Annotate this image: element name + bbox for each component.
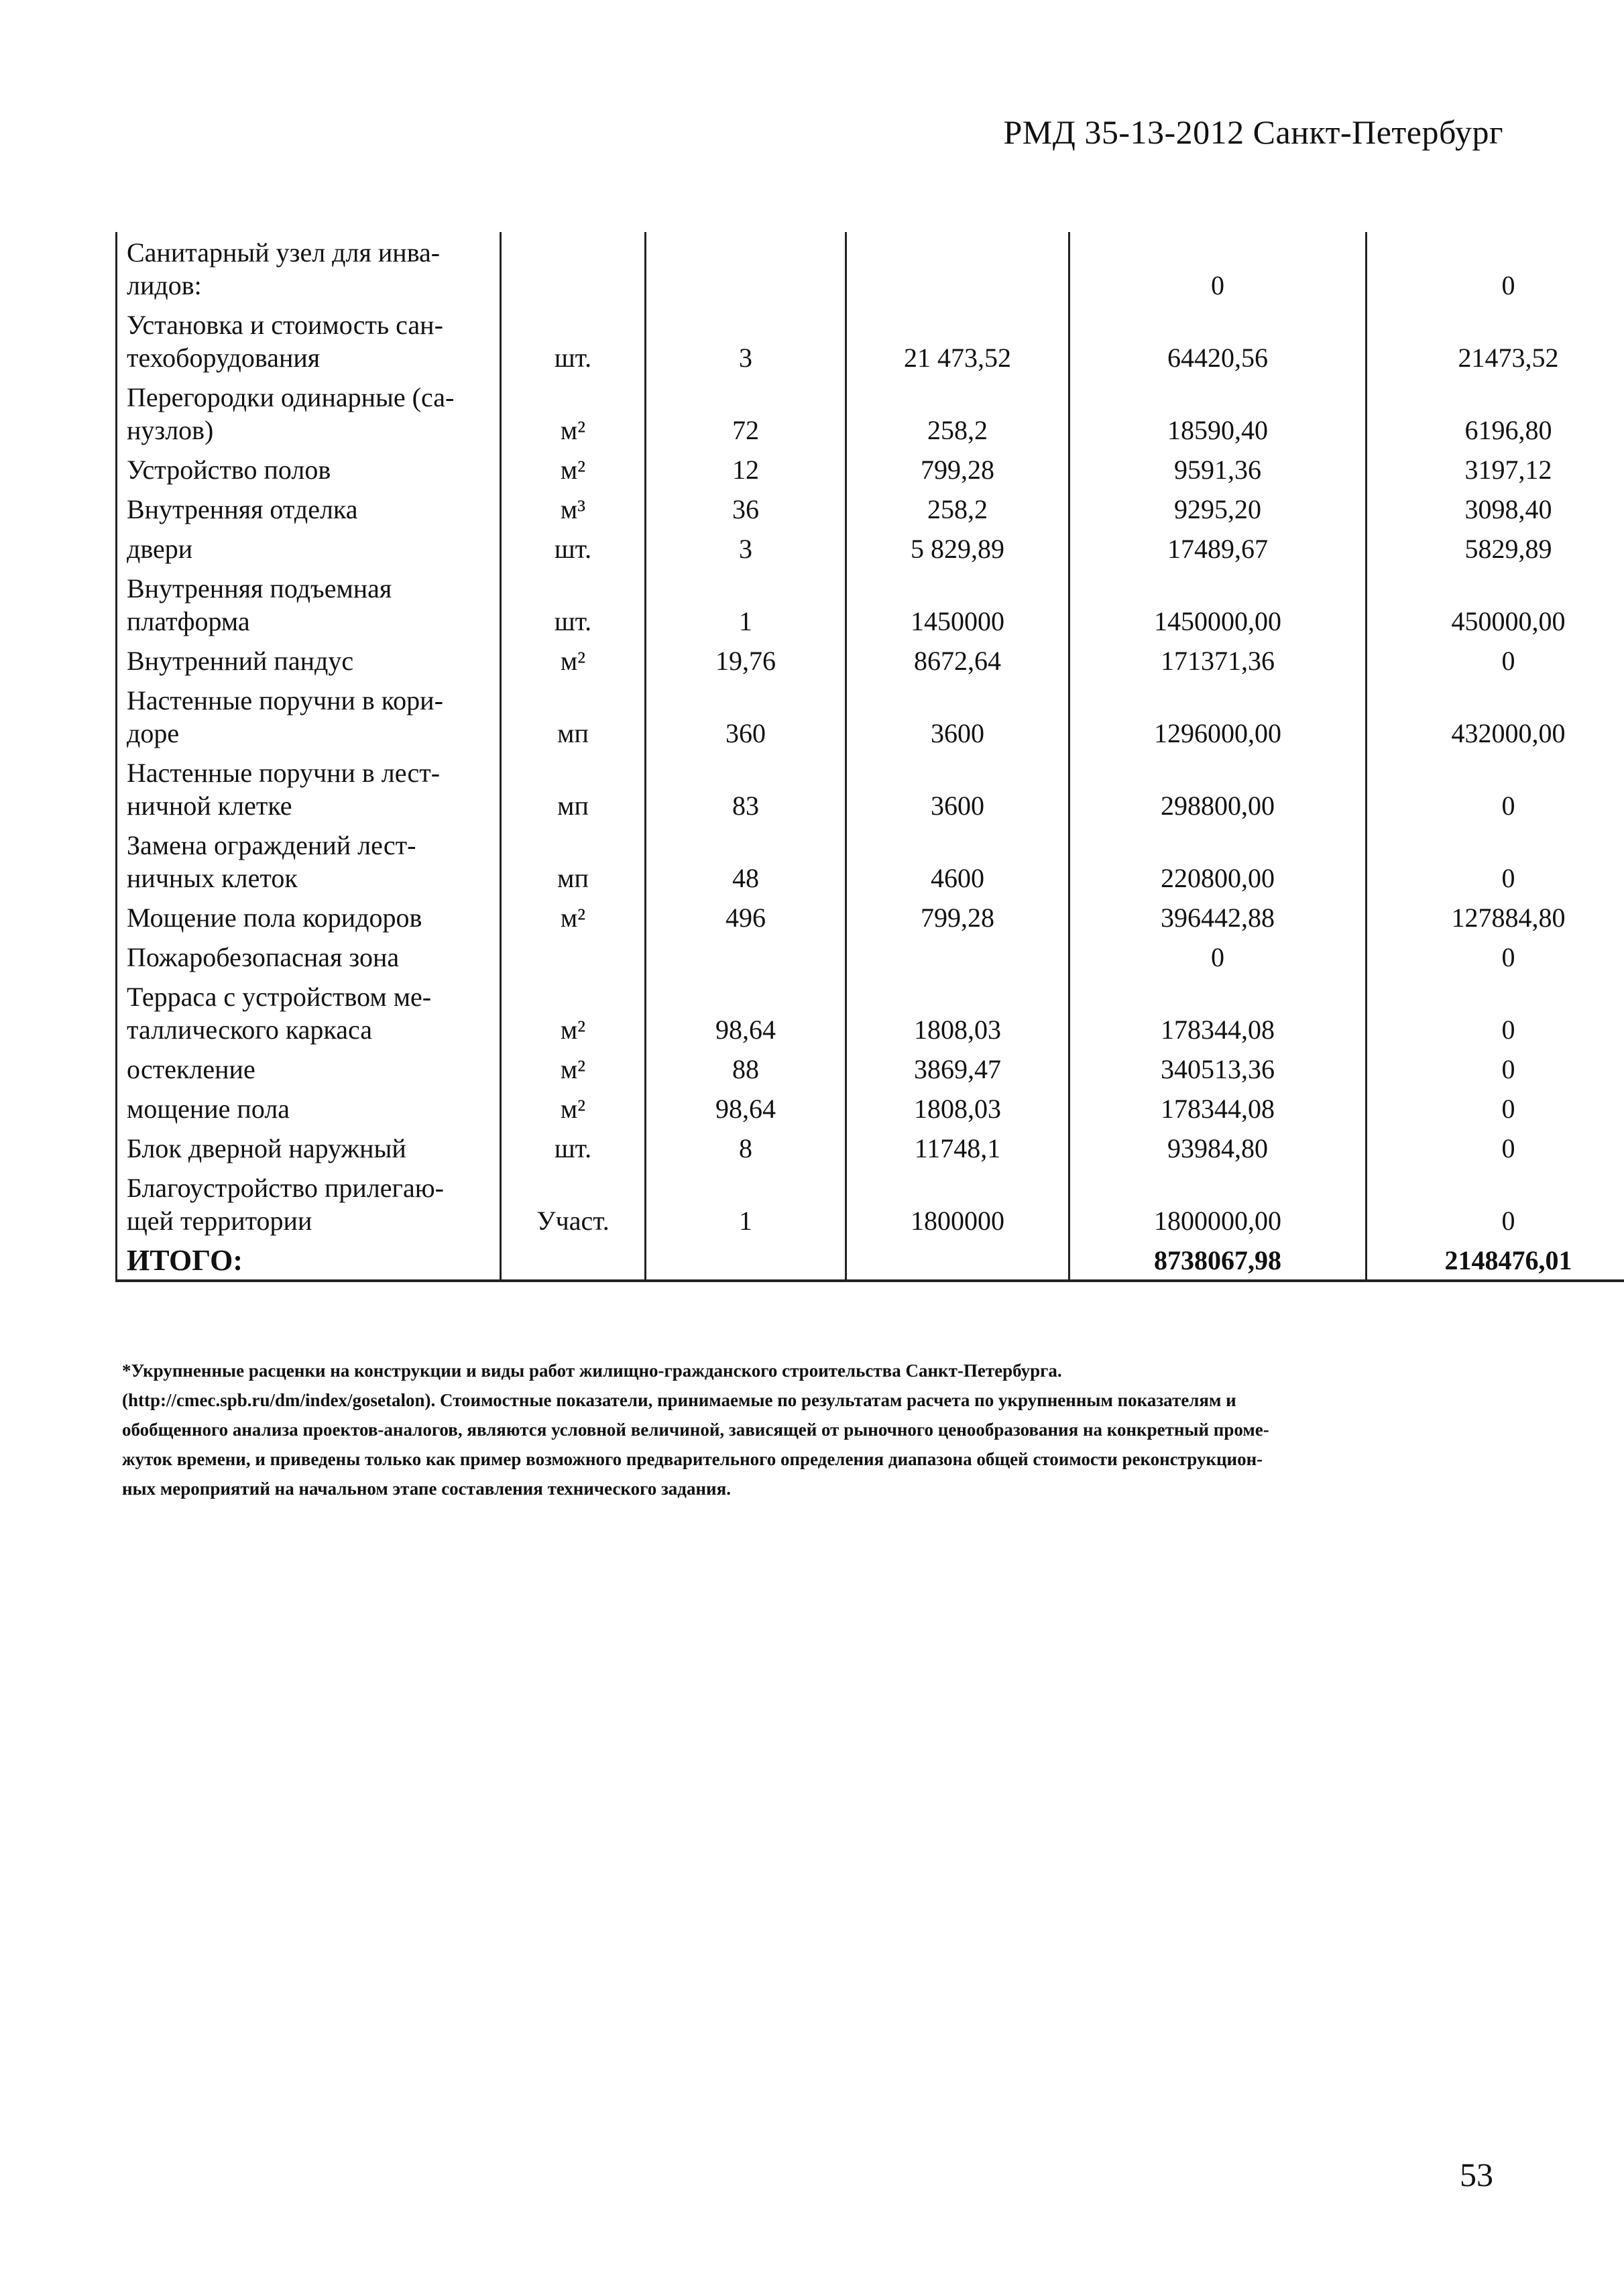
item-name: Внутренняя подъемная платформа	[117, 568, 501, 640]
cost-table	[115, 232, 1624, 1282]
item-unit-price	[846, 937, 1069, 976]
table-row	[117, 568, 1624, 640]
item-name: остекление	[117, 1049, 501, 1088]
item-quantity: 98,64	[646, 1088, 846, 1128]
item-name: Установка и стоимость сан-техоборудования	[117, 304, 501, 377]
item-quantity: 8	[646, 1128, 846, 1167]
item-total-cost: 178344,08	[1069, 976, 1367, 1049]
item-total-cost: 178344,08	[1069, 1088, 1367, 1128]
table-row	[117, 937, 1624, 976]
item-unit-price: 1808,03	[846, 1088, 1069, 1128]
total-preliminary-cost: 2148476,01	[1367, 1240, 1624, 1281]
item-preliminary-cost: 0	[1367, 1167, 1624, 1240]
item-total-cost: 9295,20	[1069, 489, 1367, 528]
table-row	[117, 752, 1624, 825]
document-header: РМД 35-13-2012 Санкт-Петербург	[1003, 113, 1503, 151]
item-total-cost: 93984,80	[1069, 1128, 1367, 1167]
item-name: Благоустройство прилегаю-щей территории	[117, 1167, 501, 1240]
item-unit: шт.	[501, 528, 646, 568]
item-name: Устройство полов	[117, 449, 501, 489]
table-row	[117, 304, 1624, 377]
item-name: Блок дверной наружный	[117, 1128, 501, 1167]
empty-cell	[646, 1240, 846, 1281]
table-row	[117, 528, 1624, 568]
item-unit: мп	[501, 680, 646, 752]
item-quantity: 496	[646, 897, 846, 937]
item-total-cost: 171371,36	[1069, 640, 1367, 680]
table-row	[117, 1049, 1624, 1088]
item-name: Санитарный узел для инва-лидов:	[117, 232, 501, 304]
item-unit-price: 3600	[846, 680, 1069, 752]
table-row	[117, 489, 1624, 528]
item-unit: м³	[501, 489, 646, 528]
item-unit	[501, 232, 646, 304]
item-unit-price: 11748,1	[846, 1128, 1069, 1167]
footnote	[122, 1356, 1497, 1503]
item-unit: шт.	[501, 568, 646, 640]
item-total-cost: 0	[1069, 232, 1367, 304]
total-row	[117, 1240, 1624, 1281]
item-unit: м²	[501, 1088, 646, 1128]
item-unit-price: 1808,03	[846, 976, 1069, 1049]
item-total-cost: 64420,56	[1069, 304, 1367, 377]
item-quantity: 360	[646, 680, 846, 752]
item-preliminary-cost: 127884,80	[1367, 897, 1624, 937]
item-preliminary-cost: 3098,40	[1367, 489, 1624, 528]
table-row	[117, 377, 1624, 449]
page-number: 53	[1460, 2156, 1493, 2193]
item-unit-price: 799,28	[846, 897, 1069, 937]
item-unit: мп	[501, 752, 646, 825]
footnote-line: ных мероприятий на начальном этапе составления технического задания.	[122, 1479, 731, 1499]
item-name: Терраса с устройством ме-таллического каркаса	[117, 976, 501, 1049]
item-preliminary-cost: 0	[1367, 825, 1624, 897]
item-unit: м²	[501, 897, 646, 937]
item-name: мощение пола	[117, 1088, 501, 1128]
item-unit-price: 799,28	[846, 449, 1069, 489]
item-preliminary-cost: 0	[1367, 1088, 1624, 1128]
item-unit: мп	[501, 825, 646, 897]
item-total-cost: 298800,00	[1069, 752, 1367, 825]
item-quantity: 88	[646, 1049, 846, 1088]
footnote-line: обобщенного анализа проектов-аналогов, являются условной величиной, зависящей от рыночного ценообразования на конкретный проме-	[122, 1420, 1269, 1440]
item-name: Замена ограждений лест-ничных клеток	[117, 825, 501, 897]
item-preliminary-cost: 0	[1367, 1128, 1624, 1167]
table-row	[117, 976, 1624, 1049]
item-total-cost: 220800,00	[1069, 825, 1367, 897]
item-name: Перегородки одинарные (са-нузлов)	[117, 377, 501, 449]
item-unit-price: 3869,47	[846, 1049, 1069, 1088]
table-row	[117, 1167, 1624, 1240]
item-unit: Участ.	[501, 1167, 646, 1240]
item-total-cost: 0	[1069, 937, 1367, 976]
item-quantity: 1	[646, 568, 846, 640]
item-name: Внутренний пандус	[117, 640, 501, 680]
item-preliminary-cost: 3197,12	[1367, 449, 1624, 489]
empty-cell	[846, 1240, 1069, 1281]
item-unit: м²	[501, 377, 646, 449]
item-unit-price: 21 473,52	[846, 304, 1069, 377]
item-preliminary-cost: 0	[1367, 976, 1624, 1049]
table-row	[117, 232, 1624, 304]
table-row	[117, 640, 1624, 680]
item-unit: м²	[501, 976, 646, 1049]
table-row	[117, 1088, 1624, 1128]
item-unit	[501, 937, 646, 976]
empty-cell	[501, 1240, 646, 1281]
item-name: Настенные поручни в лест-ничной клетке	[117, 752, 501, 825]
footnote-line: (http://cmec.spb.ru/dm/index/gosetalon). Стоимостные показатели, принимаемые по результатам расчета по укрупненным показателям и	[122, 1390, 1236, 1410]
table-row	[117, 449, 1624, 489]
item-quantity: 72	[646, 377, 846, 449]
item-unit-price: 3600	[846, 752, 1069, 825]
item-quantity: 83	[646, 752, 846, 825]
item-unit: м²	[501, 1049, 646, 1088]
item-unit-price: 258,2	[846, 489, 1069, 528]
item-name: Мощение пола коридоров	[117, 897, 501, 937]
item-quantity: 19,76	[646, 640, 846, 680]
item-name: Пожаробезопасная зона	[117, 937, 501, 976]
item-preliminary-cost: 432000,00	[1367, 680, 1624, 752]
item-quantity: 12	[646, 449, 846, 489]
item-unit-price: 258,2	[846, 377, 1069, 449]
item-unit-price: 4600	[846, 825, 1069, 897]
table-row	[117, 825, 1624, 897]
item-name: Внутренняя отделка	[117, 489, 501, 528]
item-total-cost: 340513,36	[1069, 1049, 1367, 1088]
item-unit-price: 5 829,89	[846, 528, 1069, 568]
total-label: ИТОГО:	[117, 1240, 501, 1281]
item-total-cost: 17489,67	[1069, 528, 1367, 568]
item-total-cost: 1800000,00	[1069, 1167, 1367, 1240]
table-row	[117, 680, 1624, 752]
table-row	[117, 1128, 1624, 1167]
item-unit-price: 1800000	[846, 1167, 1069, 1240]
item-name: двери	[117, 528, 501, 568]
item-quantity: 1	[646, 1167, 846, 1240]
item-preliminary-cost: 450000,00	[1367, 568, 1624, 640]
item-unit-price: 1450000	[846, 568, 1069, 640]
item-total-cost: 18590,40	[1069, 377, 1367, 449]
footnote-line: *Укрупненные расценки на конструкции и виды работ жилищно-гражданского строительства Санкт-Петербурга.	[122, 1361, 1062, 1381]
item-preliminary-cost: 0	[1367, 752, 1624, 825]
item-preliminary-cost: 21473,52	[1367, 304, 1624, 377]
item-preliminary-cost: 0	[1367, 232, 1624, 304]
cost-table-body	[117, 232, 1624, 1281]
item-unit: шт.	[501, 1128, 646, 1167]
item-quantity: 36	[646, 489, 846, 528]
item-preliminary-cost: 0	[1367, 1049, 1624, 1088]
table-row	[117, 897, 1624, 937]
item-unit: шт.	[501, 304, 646, 377]
item-unit-price: 8672,64	[846, 640, 1069, 680]
item-name: Настенные поручни в кори-доре	[117, 680, 501, 752]
item-total-cost: 396442,88	[1069, 897, 1367, 937]
item-preliminary-cost: 5829,89	[1367, 528, 1624, 568]
item-unit: м²	[501, 449, 646, 489]
item-unit-price	[846, 232, 1069, 304]
item-quantity	[646, 937, 846, 976]
total-cost: 8738067,98	[1069, 1240, 1367, 1281]
item-total-cost: 1296000,00	[1069, 680, 1367, 752]
item-quantity: 3	[646, 304, 846, 377]
item-preliminary-cost: 0	[1367, 937, 1624, 976]
item-unit: м²	[501, 640, 646, 680]
item-total-cost: 9591,36	[1069, 449, 1367, 489]
item-quantity: 98,64	[646, 976, 846, 1049]
item-preliminary-cost: 0	[1367, 640, 1624, 680]
item-quantity: 3	[646, 528, 846, 568]
item-quantity: 48	[646, 825, 846, 897]
item-total-cost: 1450000,00	[1069, 568, 1367, 640]
item-quantity	[646, 232, 846, 304]
item-preliminary-cost: 6196,80	[1367, 377, 1624, 449]
footnote-line: жуток времени, и приведены только как пример возможного предварительного определения диапазона общей стоимости реконструкцион-	[122, 1449, 1263, 1469]
